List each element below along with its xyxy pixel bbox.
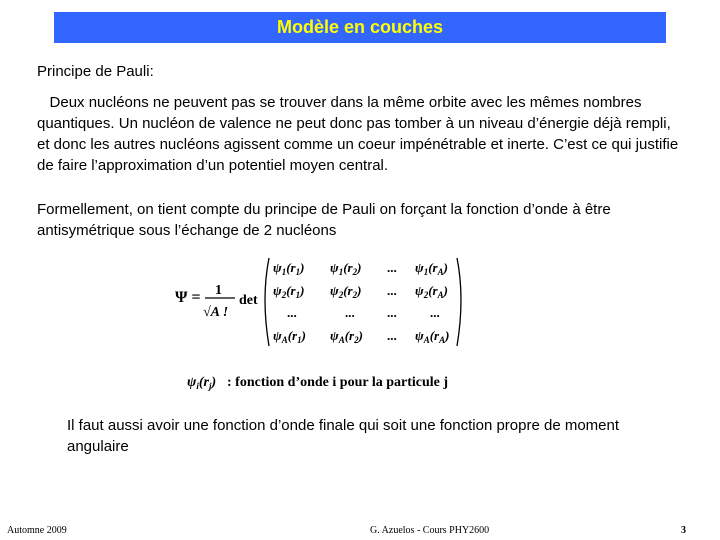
svg-text:...: ... [430,305,440,320]
svg-text:...: ... [387,283,397,298]
svg-text:ψ1(r1): $\psi_1(r_1)$ [273,260,305,277]
slater-determinant-formula [165,250,495,400]
formula-definition: : fonction d’onde i pour la particule j [227,375,449,390]
svg-text:ψ2(r1): $\psi_2(r_1)$ [273,283,305,300]
page-number: 3 [681,525,686,536]
svg-text:...: ... [387,260,397,275]
svg-text:ψ2(rA): $\psi_2(r_A)$ [415,283,448,300]
antisymmetry-paragraph: Formellement, on tient compte du principe de Pauli on forçant la fonction d’onde à être antisymétrique sous l’échange de 2 nucléons [37,201,611,239]
svg-text:...: ... [345,305,355,320]
svg-text:ψ1(r2): $\psi_1(r_2)$ [330,260,362,277]
formula-lhs: Ψ = [175,289,201,306]
svg-text:...: ... [387,305,397,320]
svg-text:...: ... [287,305,297,320]
svg-text:ψA(r1): $\psi_A(r_1)$ [273,328,306,345]
footer-course: G. Azuelos - Cours PHY2600 [370,525,490,536]
svg-text:ψ2(r2): $\psi_2(r_2)$ [330,283,362,300]
svg-text:ψA(r2): $\psi_A(r_2)$ [330,328,363,345]
slide-title: Modèle en couches [54,12,666,43]
pauli-paragraph: Deux nucléons ne peuvent pas se trouver dans la même orbite avec les mêmes nombres quantiques. Un nucléon de valence ne peut donc pas tomber à un niveau d’énergie déjà rempli, et donc les autres nucléons agissent comme un coeur impénétrable et inerte. C’est ce qui justifie de faire l’approximation d’un potentiel moyen central. [37,94,683,174]
svg-text:...: ... [387,328,397,343]
svg-text:ψ1(rA): $\psi_1(r_A)$ [415,260,448,277]
svg-text:ψA(rA): $\psi_A(r_A)$ [415,328,450,345]
formula-denominator: √A ! [203,305,229,320]
footer-date: Automne 2009 [7,525,67,536]
formula-det: det [239,293,258,308]
angular-momentum-paragraph: Il faut aussi avoir une fonction d’onde finale qui soit une fonction propre de moment angulaire [67,417,620,455]
formula-numerator: 1 [215,283,222,298]
section-heading: Principe de Pauli: [37,63,154,80]
svg-text:ψi(rj): $\psi_i(r_j)$ [187,375,217,391]
